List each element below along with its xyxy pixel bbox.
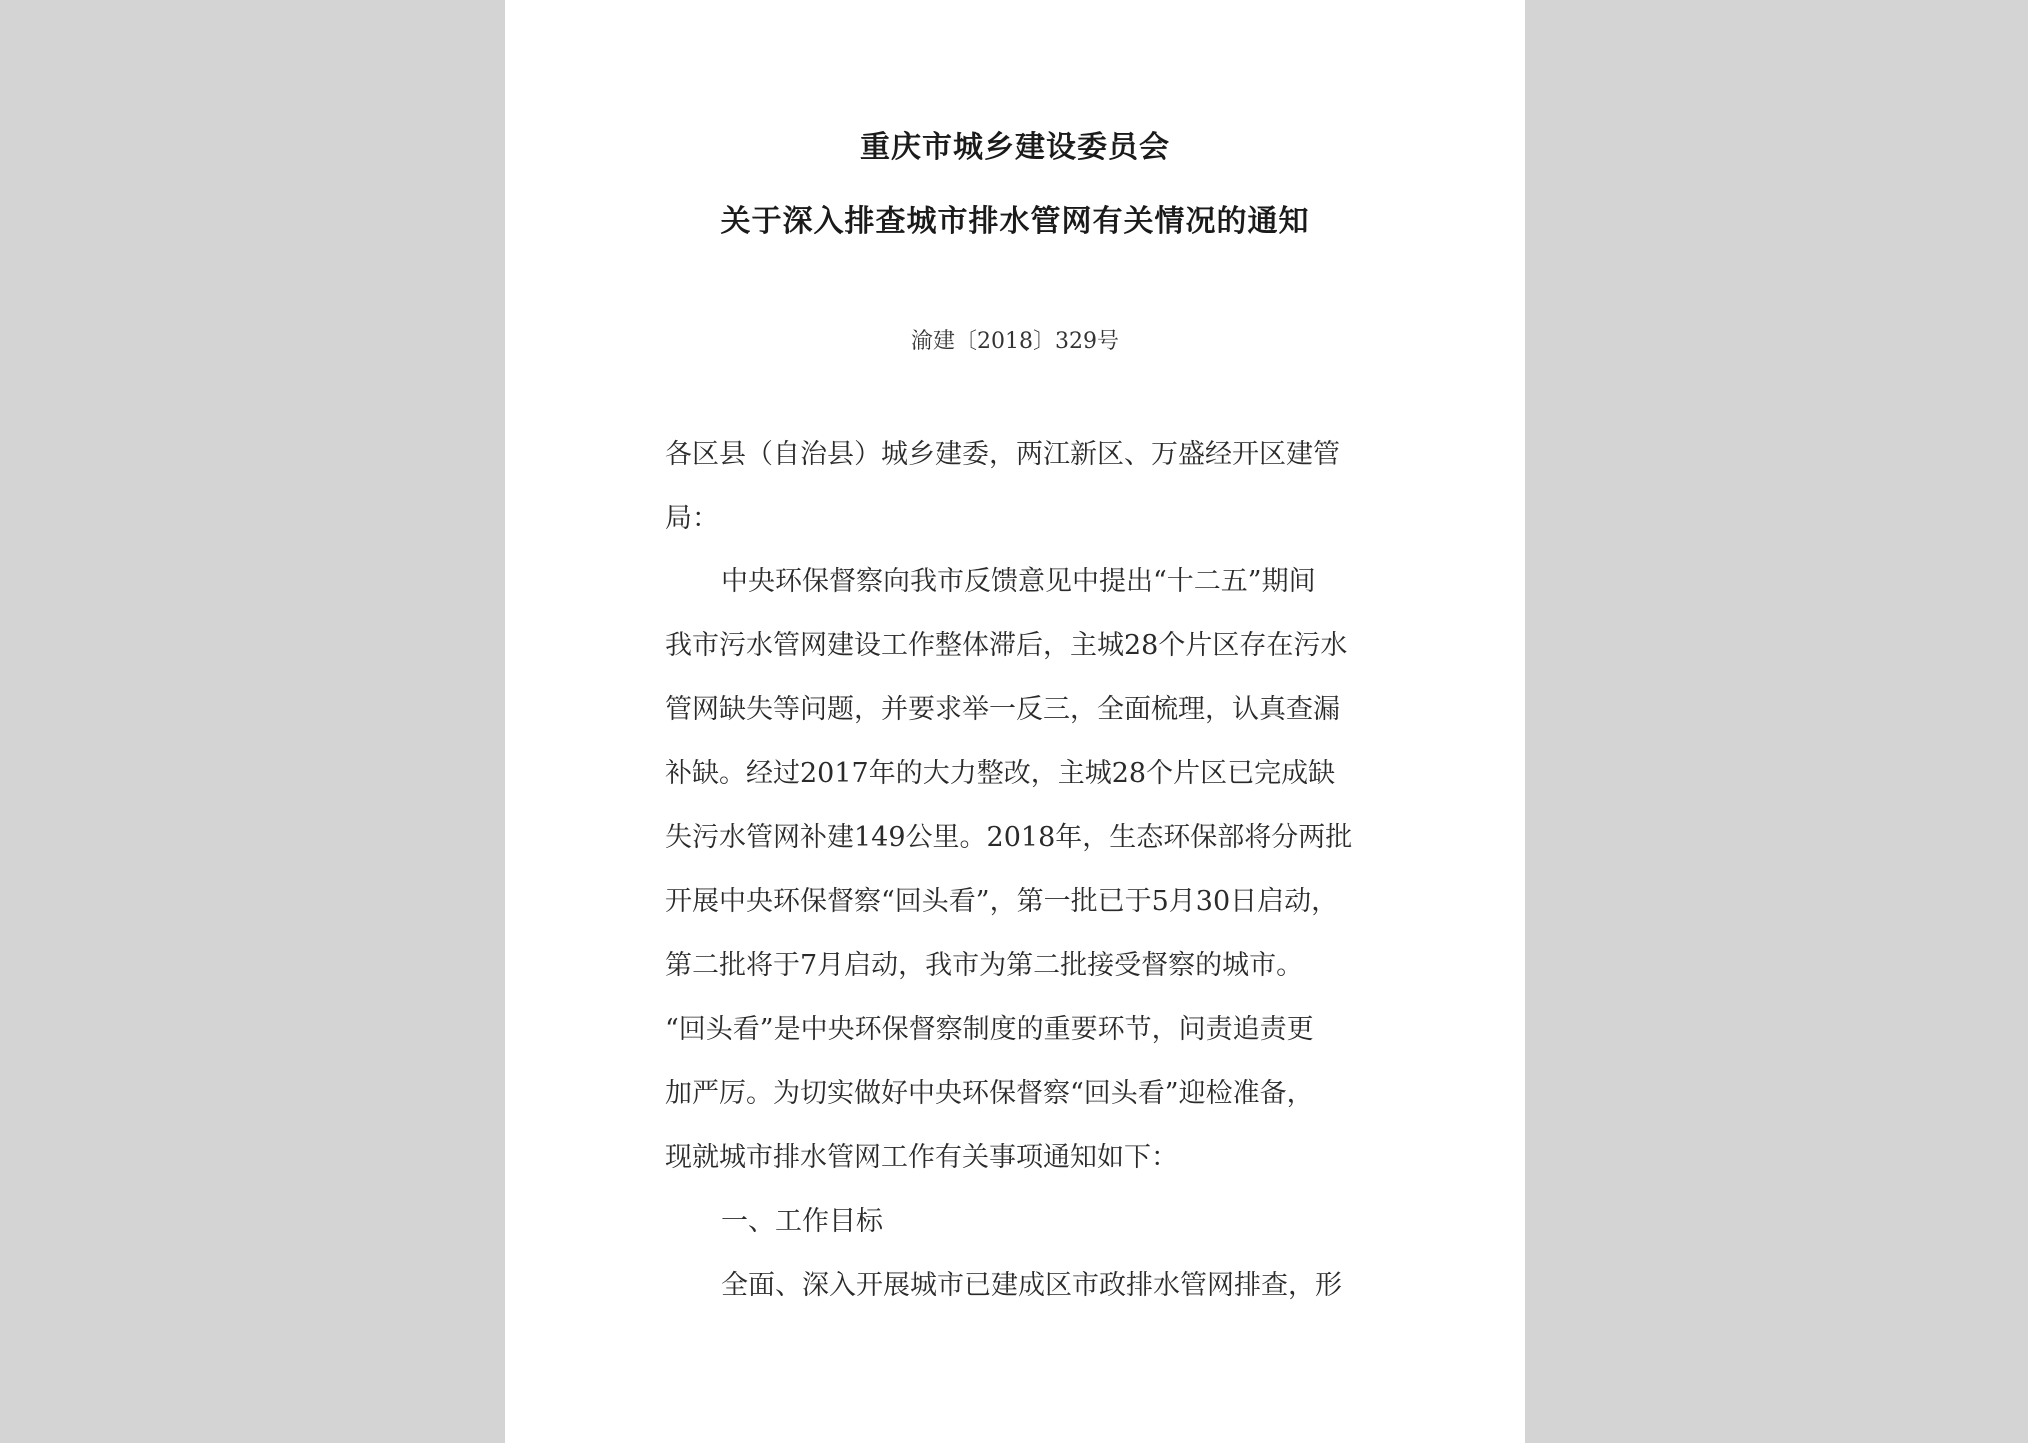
body-line: 开展中央环保督察“回头看”，第一批已于5月30日启动， [665,886,1339,917]
body-line: “回头看”是中央环保督察制度的重要环节，问责追责更 [665,1014,1314,1045]
document-number: 渝建〔2018〕329号 [911,329,1119,354]
body-line: 加严厉。为切实做好中央环保督察“回头看”迎检准备， [665,1078,1314,1109]
section-heading: 一、工作目标 [721,1206,883,1237]
body-line: 第二批将于7月启动，我市为第二批接受督察的城市。 [665,950,1304,981]
body-line: 补缺。经过2017年的大力整改，主城28个片区已完成缺 [665,758,1336,789]
body-line: 中央环保督察向我市反馈意见中提出“十二五”期间 [721,566,1316,597]
body-line: 现就城市排水管网工作有关事项通知如下： [665,1142,1178,1173]
body-line: 管网缺失等问题，并要求举一反三，全面梳理，认真查漏 [665,694,1340,725]
body-line: 全面、深入开展城市已建成区市政排水管网排查，形 [721,1270,1342,1301]
body-line: 失污水管网补建149公里。2018年，生态环保部将分两批 [665,822,1353,853]
document-title-line1: 重庆市城乡建设委员会 [860,130,1170,165]
addressee-line-1: 各区县（自治县）城乡建委，两江新区、万盛经开区建管 [665,439,1340,470]
addressee-line-2: 局： [665,503,719,534]
document-page [505,0,1525,1443]
body-line: 我市污水管网建设工作整体滞后，主城28个片区存在污水 [665,630,1348,661]
document-title-line2: 关于深入排查城市排水管网有关情况的通知 [720,204,1310,239]
